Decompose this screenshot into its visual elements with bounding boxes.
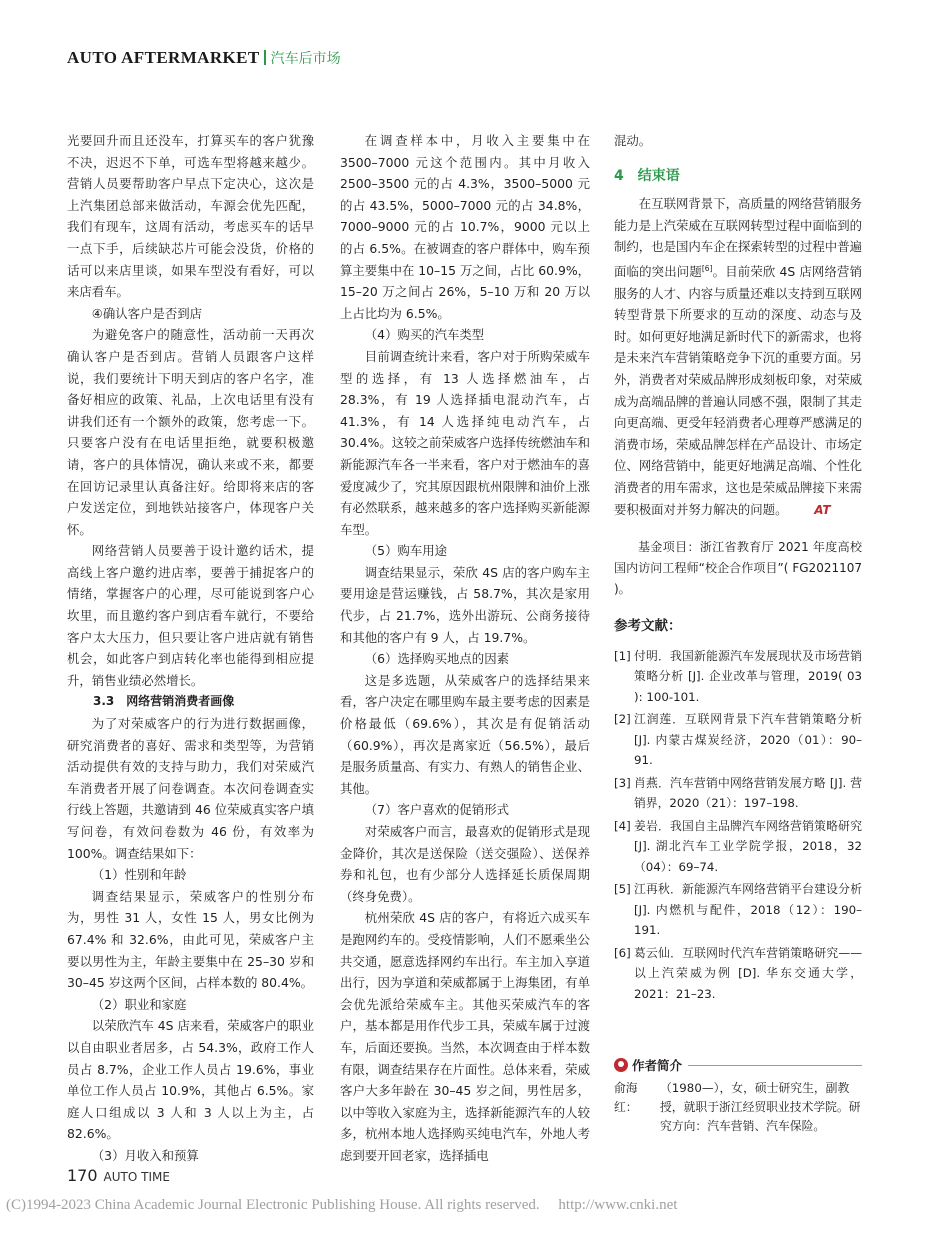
subheading: （2）职业和家庭 bbox=[91, 996, 187, 1012]
header-divider bbox=[264, 50, 266, 65]
header-title-cn: 汽车后市场 bbox=[270, 51, 341, 67]
reference-item bbox=[614, 773, 862, 814]
references-title: 参考文献： bbox=[614, 618, 682, 635]
running-header bbox=[67, 48, 341, 68]
paragraph: 这是多选题，从荣威客户的选择结果来看，客户决定在哪里购车最主要考虑的因素是价格最低（69.6%），其次是有促销活动（60.9%），再次是离家近（56.5%），最后是服务质量高、有实力、有熟人的销售企业、其他。 bbox=[340, 672, 590, 796]
person-icon bbox=[614, 1058, 628, 1072]
magazine-name: AUTO TIME bbox=[103, 1170, 170, 1184]
paragraph: 在调查样本中，月收入主要集中在 3500–7000 元这个范围内。其中月收入 2500–3500 元的占 4.3%，3500–5000 元的占 43.5%，5000–7000 元的占 34.8%，7000–9000 元的占 10.7%，9000 元以上的占 6.5%。在被调查的客户群体中，购车预算主要集中在 10–15 万之间，占比 60.9%，15–20 万之间占 26%，5–10 万和 20 万以上占比均为 6.5%。 bbox=[340, 133, 590, 321]
page-footer bbox=[67, 1166, 170, 1185]
reference-text: 付明．我国新能源汽车发展现状及市场营销策略分析 [J]. 企业改革与管理，2019( 03 ): 100-101. bbox=[634, 648, 862, 704]
reference-number: [6] bbox=[614, 945, 631, 960]
reference-number: [1] bbox=[614, 648, 631, 663]
end-mark-logo: AT bbox=[814, 502, 831, 517]
paragraph: 为避免客户的随意性，活动前一天再次确认客户是否到店。营销人员跟客户这样说，我们要统计下明天到店的客户名字，准备好相应的政策、礼品，上次电话里有没有讲我们还有一个额外的政策，您考虑一下。只要客户没有在电话里拒绝，就要积极邀请，客户的具体情况，确认来或不来，都要在回访记录里认真备注好。给即将来店的客户发送定位，到地铁站接客户，体现客户关怀。 bbox=[67, 327, 314, 537]
header-title-en: AUTO AFTERMARKET bbox=[67, 48, 260, 67]
column-middle bbox=[340, 130, 590, 1167]
reference-text: 姜岩．我国自主品牌汽车网络营销策略研究 [J]. 湖北汽车工业学院学报，2018，32（04）：69–74. bbox=[634, 818, 862, 874]
page-number: 170 bbox=[67, 1166, 98, 1185]
reference-text: 江润莲．互联网背景下汽车营销策略分析 [J]. 内蒙古煤炭经济，2020（01）：90–91. bbox=[634, 712, 862, 768]
reference-number: [3] bbox=[614, 775, 631, 790]
reference-number: [2] bbox=[614, 712, 631, 727]
author-section-title: 作者简介 bbox=[632, 1058, 683, 1073]
column-right bbox=[614, 130, 862, 1006]
subheading: （7）客户喜欢的促销形式 bbox=[364, 802, 509, 818]
reference-text: 葛云仙．互联网时代汽车营销策略研究——以上汽荣威为例 [D]. 华东交通大学，2021：21–23. bbox=[634, 945, 862, 1001]
paragraph: 调查结果显示，荣威客户的性别分布为，男性 31 人，女性 15 人，男女比例为 67.4% 和 32.6%，由此可见，荣威客户主要以男性为主，年龄主要集中在 25–30 岁和 30–45 岁这两个区间，占样本数的 80.4%。 bbox=[67, 888, 314, 991]
conclusion-paragraph bbox=[614, 193, 862, 521]
paragraph: 为了对荣威客户的行为进行数据画像，研究消费者的喜好、需求和类型等，为营销活动提供有效的支持与助力，我们对荣威汽车消费者开展了问卷调查。本次问卷调查实行线上答题，共邀请到 46 位荣威真实客户填写问卷，有效问卷数为 46 份，有效率为 100%。调查结果如下： bbox=[67, 716, 314, 861]
paragraph: 以荣欣汽车 4S 店来看，荣威客户的职业以自由职业者居多，占 54.3%，政府工作人员占 8.7%，企业工作人员占 19.6%，事业单位工作人员占 10.9%，其他占 6.5%。家庭人口组成以 3 人和 3 人以上为主，占 82.6%。 bbox=[67, 1018, 314, 1142]
reference-item bbox=[614, 646, 862, 708]
subheading: （5）购车用途 bbox=[364, 543, 448, 559]
divider bbox=[688, 1065, 862, 1066]
reference-item bbox=[614, 879, 862, 941]
subheading: ④确认客户是否到店 bbox=[91, 305, 203, 321]
section-heading-4: 4 结束语 bbox=[614, 167, 680, 184]
section-heading-3-3: 3.3 网络营销消费者画像 bbox=[93, 694, 235, 709]
author-bio-text: （1980—），女，硕士研究生，副教授，就职于浙江经贸职业技术学院。研究方向：汽车营销、汽车保险。 bbox=[660, 1081, 861, 1133]
paragraph: 网络营销人员要善于设计邀约话术，提高线上客户邀约进店率，要善于捕捉客户的情绪，掌握客户的心理，尽可能说到客户心坎里，而且邀约客户到店看车就行，不要给客户太大压力，但只要让客户进店就有销售机会，如此客户到店转化率也能得到相应提升，销售业绩必然增长。 bbox=[67, 543, 314, 688]
author-bio bbox=[614, 1079, 864, 1136]
reference-number: [5] bbox=[614, 882, 631, 897]
paragraph: 调查结果显示，荣欣 4S 店的客户购车主要用途是营运赚钱，占 58.7%，其次是家用代步，占 21.7%，选外出游玩、公商务接待和其他的客户有 9 人，占 19.7%。 bbox=[340, 564, 590, 645]
reference-item bbox=[614, 816, 862, 878]
fund-note: 基金项目：浙江省教育厅 2021 年度高校国内访问工程师“校企合作项目”( FG2021107 )。 bbox=[614, 540, 862, 597]
paragraph: 光要回升而且还没车，打算买车的客户犹豫不决，迟迟不下单，可选车型将越来越少。营销人员要帮助客户早点下定决心，这次是上汽集团总部来做活动，车源会优先匹配，我们有现车，这周有活动，考虑买车的话早一点下手，后续缺芯片可能会没货，价格的话可以来店里谈，如果车型没有看好，可以来店看车。 bbox=[67, 133, 314, 300]
paragraph: 杭州荣欣 4S 店的客户，有将近六成买车是跑网约车的。受疫情影响，人们不愿乘坐公共交通，愿意选择网约车出行。车主加入享道出行，因为享道和荣威都属于上海集团，有单会优先派给荣威车主。其他买荣威汽车的客户，基本都是用作代步工具，荣威车属于过渡车，后面还要换。当然，本次调查由于样本数有限，调查结果存在片面性。总体来看，荣威客户大多年龄在 30–45 岁之间，男性居多，以中等收入家庭为主，选择新能源汽车的人较多，杭州本地人选择购买纯电汽车，外地人考虑到要开回老家，选择插电 bbox=[340, 910, 590, 1163]
conclusion-text-a: 在互联网背景下，高质量的网络营销服务能力是上汽荣威在互联网转型过程中面临到的制约，也是国内车企在探索转型的过程中普遍面临的突出问题 bbox=[614, 196, 862, 280]
reference-text: 肖燕．汽车营销中网络营销发展方略 [J]. 营销界，2020（21）：197–198. bbox=[634, 775, 862, 811]
paragraph: 混动。 bbox=[614, 133, 652, 148]
reference-number: [4] bbox=[614, 818, 631, 833]
paragraph: 对荣威客户而言，最喜欢的促销形式是现金降价，其次是送保险（送交强险）、送保养券和礼包，也有少部分人选择延长质保周期（终身免费）。 bbox=[340, 824, 590, 904]
copyright-watermark: (C)1994-2023 China Academic Journal Electronic Publishing House. All rights reserved. http://www.cnki.net bbox=[6, 1197, 678, 1213]
author-section-header bbox=[614, 1056, 862, 1074]
author-name: 俞海红： bbox=[614, 1081, 638, 1114]
reference-item bbox=[614, 709, 862, 771]
subheading: （1）性别和年龄 bbox=[91, 867, 187, 883]
column-left bbox=[67, 130, 314, 1167]
reference-item bbox=[614, 943, 862, 1005]
paragraph: 目前调查统计来看，客户对于所购荣威车型的选择，有 13 人选择燃油车，占 28.3%，有 19 人选择插电混动汽车，占 41.3%，有 14 人选择纯电动汽车，占 30.4%。这较之前荣威客户选择传统燃油车和新能源汽车各一半来看，客户对于燃油车的喜爱度减少了，究其原因跟杭州限牌和油价上涨有必然联系，越来越多的客户选择购买新能源车型。 bbox=[340, 348, 591, 537]
subheading: （4）购买的汽车类型 bbox=[364, 327, 485, 343]
citation-6: [6] bbox=[701, 263, 713, 273]
subheading: （6）选择购买地点的因素 bbox=[364, 651, 509, 667]
reference-text: 江再秋．新能源汽车网络营销平台建设分析 [J]. 内燃机与配件，2018（12）：190–191. bbox=[634, 882, 862, 938]
conclusion-text-b: 。目前荣欣 4S 店网络营销服务的人才、内容与质量还难以支持到互联网转型背景下所要求的互动的深度、动态与及时。如何更好地满足新时代下的新需求，也将是未来汽车营销策略竞争下沉的重要方面。另外，消费者对荣威品牌形成刻板印象，对荣威成为高端品牌的普遍认同感不强，限制了其走向更高端、更受年轻消费者心理尊严感满足的消费市场，荣威品牌怎样在产品设计、市场定位、网络营销中，能更好地满足高端、个性化消费者的用车需求，这也是荣威品牌接下来需要积极面对并努力解决的问题。 bbox=[614, 264, 862, 517]
subheading: （3）月收入和预算 bbox=[91, 1147, 199, 1163]
